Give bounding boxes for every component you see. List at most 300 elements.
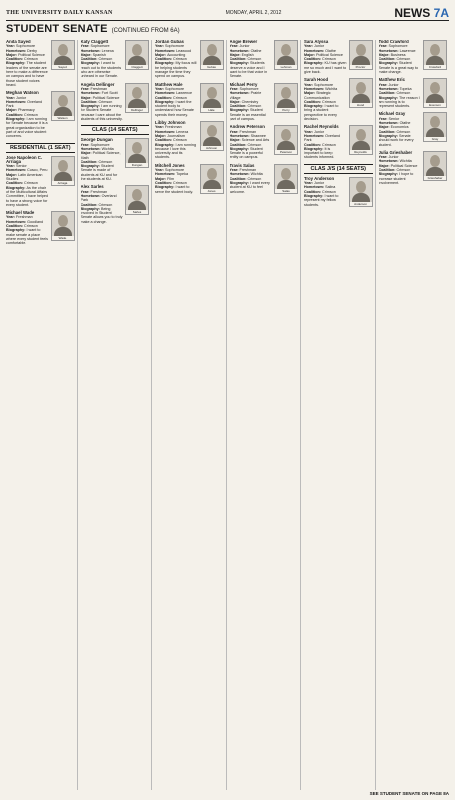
photo-caption: Salas: [275, 189, 297, 193]
candidate-text: [155, 40, 198, 79]
candidate-entry: [155, 164, 224, 194]
field-label: Coalition:: [155, 57, 174, 62]
candidate-bio: KU has given me so much and I want to give back.: [304, 61, 347, 75]
candidate-text: [6, 211, 49, 245]
candidate-text: [155, 164, 198, 194]
candidate-hometown: Cusco, Peru: [27, 168, 48, 173]
candidate-name: Angela Dellinger: [80, 81, 115, 87]
candidate-photo: [274, 125, 298, 155]
text-column: [155, 40, 227, 790]
candidate-entry: [379, 112, 448, 146]
field-label: Coalition:: [229, 176, 248, 181]
candidate-bio: I hope to increase student involvement.: [378, 172, 414, 185]
portrait-head: [58, 44, 68, 56]
field-label: Biography:: [80, 61, 101, 66]
candidate-bio-row: [304, 147, 347, 160]
candidate-entry: [6, 211, 75, 245]
text-column: [304, 40, 376, 790]
field-label: Year:: [6, 44, 17, 49]
candidate-entry: [6, 40, 75, 87]
portrait-head: [356, 129, 366, 141]
field-label: Hometown:: [229, 48, 251, 53]
candidate-year: Freshman: [90, 189, 108, 194]
field-label: Year:: [80, 142, 91, 147]
candidate-hometown: Lenexa: [101, 48, 114, 53]
field-label: Major:: [378, 163, 391, 168]
candidate-bio-row: [304, 104, 347, 121]
photo-caption: Anderson: [350, 202, 372, 206]
field-label: Coalition:: [155, 95, 174, 100]
candidate-bio: Students deserve a voice and I want to be that voice in Senate.: [229, 61, 268, 79]
photo-caption: Proctor: [350, 65, 372, 69]
field-label: Coalition:: [80, 99, 99, 104]
field-label: Year:: [378, 155, 389, 160]
candidate-major-row: [81, 151, 124, 160]
candidate-name: Julia Grieshaber: [378, 149, 413, 155]
candidate-coalition: Crimson: [173, 57, 187, 62]
candidate-entry: [6, 156, 75, 208]
candidate-photo: [200, 121, 224, 151]
candidate-name: Matthew Hale: [155, 81, 183, 87]
candidate-coalition: Crimson: [396, 57, 411, 62]
field-label: Hometown:: [229, 172, 251, 177]
candidate-entry: [155, 121, 224, 160]
photo-caption: Crawford: [424, 65, 446, 69]
candidate-name: Todd Crawford: [378, 40, 409, 44]
candidate-name: Angie Brewer: [229, 40, 258, 44]
field-label: Hometown:: [80, 146, 102, 151]
candidate-name: Troy Anderson: [304, 175, 335, 181]
candidate-text: [304, 177, 347, 207]
candidate-bio-row: [155, 61, 198, 78]
field-label: Year:: [304, 129, 315, 134]
field-label: Hometown:: [378, 159, 400, 164]
field-label: Hometown:: [80, 91, 102, 96]
candidate-text: [6, 91, 49, 138]
candidate-coalition: Crimson: [396, 168, 411, 173]
field-label: Biography:: [229, 108, 250, 113]
candidate-hometown: Overland Park: [304, 133, 341, 143]
field-label: Coalition:: [378, 168, 397, 173]
candidate-photo: [125, 138, 149, 168]
candidate-coalition: Crimson: [24, 181, 38, 186]
candidate-coalition: Crimson: [247, 57, 262, 62]
candidate-year: Freshman: [90, 86, 108, 91]
field-label: Year:: [378, 116, 389, 121]
field-label: Coalition:: [6, 112, 25, 117]
portrait-head: [356, 82, 366, 94]
field-label: Biography:: [80, 104, 101, 109]
candidate-entry: [304, 125, 373, 159]
portrait-head: [356, 44, 366, 56]
portrait-head: [281, 168, 291, 180]
candidate-name: Mitchell Jones: [155, 162, 185, 168]
candidate-name: Anita Sayed: [6, 40, 31, 44]
candidate-photo: [423, 40, 447, 70]
candidate-text: [379, 78, 422, 108]
portrait-head: [430, 82, 440, 94]
portrait-head: [281, 87, 291, 99]
field-label: Hometown:: [155, 129, 177, 134]
candidate-major: Business: [390, 52, 406, 57]
candidate-hometown: Wichita: [325, 86, 338, 91]
field-label: Biography:: [155, 61, 176, 66]
candidate-year: Sophomore: [90, 44, 110, 49]
candidate-entry: [304, 177, 373, 207]
portrait-head: [430, 44, 440, 56]
candidate-bio: I am running for Senate because it is a great organization to be part of and voice student concerns.: [6, 117, 48, 139]
photo-caption: Reynolds: [350, 150, 372, 154]
portrait-head: [132, 44, 142, 56]
field-label: Major:: [229, 52, 242, 57]
candidate-year: Freshman: [239, 129, 257, 134]
portrait-head: [207, 87, 217, 99]
candidate-entry: [81, 138, 150, 181]
candidate-bio: The student leaders of the senate are here to make a difference on campus and to have those student voices heard.: [6, 61, 48, 87]
field-label: Major:: [378, 125, 391, 130]
candidate-major: Film: [167, 176, 175, 181]
field-label: Coalition:: [378, 57, 397, 62]
photo-caption: Wade: [52, 236, 74, 240]
candidate-coalition: Crimson: [173, 180, 187, 185]
field-label: Major:: [80, 151, 93, 156]
field-label: Coalition:: [378, 129, 397, 134]
field-label: Biography:: [304, 193, 325, 198]
portrait-head: [58, 95, 68, 107]
field-label: Biography:: [6, 228, 27, 233]
candidate-hometown: Wichita: [399, 159, 412, 164]
candidate-bio-row: [81, 61, 124, 78]
candidate-bio: I want to represent my fellow students.: [304, 193, 339, 207]
seat-category-heading: RESIDENTIAL (1 SEAT): [6, 143, 75, 153]
candidate-bio: I want to make senate a place where every student feels comfortable.: [6, 228, 49, 246]
candidate-major: Chemistry: [241, 99, 259, 104]
text-column: [81, 40, 153, 790]
candidate-bio-row: [155, 100, 198, 117]
field-label: Major:: [229, 99, 242, 104]
candidate-hometown: Olathe: [399, 121, 411, 126]
candidate-photo: [349, 78, 373, 108]
portrait-head: [58, 160, 68, 172]
candidate-bio: My focus will be helping students manage the time they spend on campus.: [155, 61, 197, 79]
field-label: Hometown:: [80, 193, 102, 198]
candidate-name: Matthew Eric: [378, 77, 406, 83]
field-label: Hometown:: [155, 91, 177, 96]
candidate-major: Journalism: [167, 133, 185, 138]
field-label: Biography:: [155, 185, 176, 190]
candidate-coalition: Crimson: [98, 57, 113, 62]
field-label: Year:: [378, 44, 389, 49]
candidate-text: [230, 40, 273, 79]
field-label: Hometown:: [378, 86, 400, 91]
field-label: Hometown:: [6, 219, 28, 224]
field-label: Major:: [304, 52, 317, 57]
candidate-major-row: [6, 173, 49, 182]
candidate-name: Andrew Peterson: [229, 124, 265, 130]
candidate-text: [379, 151, 422, 185]
field-label: Year:: [80, 86, 91, 91]
photo-caption: Perry: [275, 108, 297, 112]
candidate-name: Sarah Hood: [304, 77, 329, 83]
candidate-coalition: Crimson: [24, 57, 38, 62]
candidate-entry: [81, 185, 150, 224]
photo-caption: Evenson: [424, 103, 446, 107]
article-header: [6, 23, 180, 37]
candidate-photo: [349, 125, 373, 155]
candidate-bio-row: [6, 186, 49, 207]
field-label: Biography:: [6, 61, 27, 66]
candidate-hometown: Wichita: [250, 172, 263, 177]
field-label: Major:: [80, 52, 93, 57]
candidate-bio: It is important to keep students informed.: [304, 146, 335, 160]
field-label: Year:: [6, 164, 17, 169]
field-label: Year:: [304, 181, 315, 186]
candidate-major: Spanish: [92, 52, 106, 57]
candidate-hometown: Olathe: [250, 48, 262, 53]
field-label: Year:: [80, 189, 91, 194]
candidate-year: Sophomore: [16, 44, 36, 49]
field-label: Major:: [80, 95, 93, 100]
candidate-photo: [51, 40, 75, 70]
field-label: Coalition:: [80, 159, 99, 164]
candidate-hometown: Shawnee: [250, 133, 266, 138]
candidate-text: [6, 156, 49, 208]
paper-name: THE UNIVERSITY DAILY KANSAN: [6, 10, 113, 16]
candidate-entry: [230, 40, 299, 79]
candidate-entry: [230, 164, 299, 194]
field-label: Coalition:: [6, 181, 25, 186]
field-label: Coalition:: [378, 91, 397, 96]
field-label: Major:: [378, 52, 391, 57]
photo-caption: Johnson: [201, 146, 223, 150]
candidate-coalition: Crimson: [247, 176, 262, 181]
field-label: Hometown:: [378, 121, 400, 126]
field-label: Year:: [229, 168, 240, 173]
candidate-major: Latin American Studies: [6, 172, 43, 182]
portrait-head: [58, 215, 68, 227]
candidate-coalition: Crimson: [173, 138, 187, 143]
candidate-photo: [51, 156, 75, 186]
field-label: Year:: [155, 168, 166, 173]
field-label: Major:: [229, 138, 242, 143]
continued-label: (CONTINUED FROM 6A): [111, 28, 180, 34]
candidate-entry: [81, 40, 150, 79]
photo-caption: Lehman: [275, 65, 297, 69]
field-label: Biography:: [378, 61, 399, 66]
field-label: Biography:: [229, 180, 250, 185]
candidate-bio-row: [230, 108, 273, 121]
candidate-text: [6, 40, 49, 87]
field-label: Biography:: [6, 185, 27, 190]
field-label: Hometown:: [80, 48, 102, 53]
candidate-coalition: Crimson: [322, 142, 336, 147]
candidate-photo: [200, 164, 224, 194]
portrait-head: [132, 189, 142, 201]
candidate-hometown: Prairie Village: [229, 91, 262, 100]
field-label: Hometown:: [304, 48, 326, 53]
portrait-head: [281, 129, 291, 141]
field-label: Major:: [155, 52, 168, 57]
photo-caption: Claggett: [126, 65, 148, 69]
field-label: Year:: [155, 86, 166, 91]
candidate-name: Travis Salas: [229, 162, 255, 168]
portrait-head: [356, 181, 366, 193]
candidate-coalition: Crimson: [24, 223, 38, 228]
candidate-name: Sara Alyssa: [304, 40, 329, 44]
field-label: Coalition:: [304, 142, 323, 147]
text-column: [379, 40, 450, 790]
candidate-hometown-row: [304, 134, 347, 143]
candidate-year: Freshman: [239, 168, 257, 173]
candidate-bio-row: [6, 61, 49, 87]
candidate-year: Junior: [388, 155, 399, 160]
field-label: Hometown:: [6, 168, 28, 173]
candidate-hometown: Goodland: [27, 219, 44, 224]
candidate-entry: [155, 40, 224, 79]
field-label: Biography:: [378, 133, 399, 138]
field-label: Year:: [6, 215, 17, 220]
portrait-head: [207, 44, 217, 56]
field-label: Biography:: [155, 99, 176, 104]
candidate-hometown: Salina: [325, 185, 336, 190]
field-label: Biography:: [304, 146, 325, 151]
field-label: Hometown:: [6, 99, 28, 104]
candidate-major: Political Science: [18, 52, 45, 57]
candidate-entry: [379, 78, 448, 108]
candidate-name: Michael Wade: [6, 210, 35, 216]
portrait-head: [281, 44, 291, 56]
field-label: Coalition:: [6, 223, 25, 228]
candidate-major-row: [304, 91, 347, 100]
candidate-hometown: Wichita: [101, 146, 114, 151]
candidate-entry: [6, 91, 75, 138]
candidate-text: [304, 40, 347, 74]
portrait-head: [132, 87, 142, 99]
candidate-photo: [125, 40, 149, 70]
field-label: Year:: [80, 44, 91, 49]
candidate-bio: I want every student at KU to feel welcome.: [229, 180, 270, 194]
candidate-name: Michael Perry: [229, 81, 258, 87]
field-label: Major:: [6, 52, 19, 57]
candidate-coalition: Crimson: [24, 112, 38, 117]
seat-category-heading: CLAS J/S (14 SEATS): [304, 164, 373, 174]
field-label: Year:: [378, 82, 389, 87]
candidate-coalition: Crimson: [396, 91, 411, 96]
candidate-text: [379, 40, 422, 74]
candidate-hometown: Topeka: [176, 172, 188, 177]
candidate-entry: [379, 151, 448, 185]
candidate-hometown: Olathe: [325, 48, 336, 53]
candidate-photo: [125, 83, 149, 113]
candidate-year: Junior: [314, 181, 325, 186]
candidate-bio-row: [304, 194, 347, 207]
field-label: Coalition:: [80, 202, 99, 207]
candidate-coalition: Crimson: [322, 99, 336, 104]
photo-caption: Peterson: [275, 150, 297, 154]
photo-caption: Sarles: [126, 210, 148, 214]
issue-date: MONDAY, APRIL 2, 2012: [225, 10, 282, 16]
field-label: Biography:: [378, 95, 399, 100]
candidate-bio: I am running for Student Senate because I care about the students of this university.: [80, 104, 123, 122]
field-label: Biography:: [229, 61, 250, 66]
photo-caption: Grieshaber: [424, 176, 446, 180]
field-label: Hometown:: [304, 133, 326, 138]
field-label: Hometown:: [378, 48, 400, 53]
photo-caption: Sayed: [52, 65, 74, 69]
candidate-hometown-row: [230, 91, 273, 100]
candidate-bio-row: [230, 147, 273, 160]
jump-line: SEE STUDENT SENATE ON PAGE 8A: [369, 791, 449, 796]
candidate-hometown-row: [6, 100, 49, 109]
candidate-name: Jose Napoleon C. Arriaga: [6, 154, 43, 164]
candidate-name: Rachel Reynolds: [304, 124, 339, 130]
candidate-year: Senior: [388, 116, 400, 121]
candidate-bio-row: [379, 134, 422, 147]
candidate-year: Junior: [388, 82, 399, 87]
masthead: [6, 6, 449, 21]
candidate-year: Sophomore: [239, 86, 259, 91]
candidate-major: Accounting: [167, 52, 186, 57]
candidate-year: Junior: [16, 95, 27, 100]
candidate-entry: [155, 83, 224, 117]
candidate-year: Sophomore: [165, 44, 185, 49]
candidate-text: [304, 78, 347, 121]
photo-caption: Dungan: [126, 163, 148, 167]
candidate-name: Jordan Gubas: [155, 40, 184, 44]
photo-caption: Gubas: [201, 65, 223, 69]
candidate-text: [155, 121, 198, 160]
field-label: Biography:: [378, 172, 399, 177]
candidate-columns: [6, 40, 449, 790]
field-label: Coalition:: [229, 104, 248, 109]
candidate-bio: Senate should work for every student.: [378, 133, 414, 147]
candidate-hometown: Lawrence: [399, 48, 416, 53]
candidate-entry: [230, 83, 299, 122]
candidate-bio: Student Senate is a great way to make change.: [378, 61, 419, 75]
photo-caption: Gray: [424, 137, 446, 141]
candidate-bio-row: [304, 61, 347, 74]
candidate-hometown: Fort Scott: [101, 91, 118, 96]
candidate-name: George Dungan: [80, 137, 113, 143]
candidate-bio-row: [230, 181, 273, 194]
candidate-year: Freshman: [165, 125, 182, 130]
field-label: Major:: [6, 172, 19, 177]
candidate-entry: [81, 83, 150, 122]
portrait-head: [430, 155, 440, 167]
candidate-bio: The reason I am running is to represent students.: [378, 95, 420, 109]
field-label: Coalition:: [304, 57, 323, 62]
candidate-photo: [125, 185, 149, 215]
photo-caption: Watson: [52, 116, 74, 120]
candidate-bio-row: [6, 117, 49, 138]
candidate-text: [81, 83, 124, 122]
field-label: Coalition:: [229, 57, 248, 62]
text-column: [230, 40, 302, 790]
candidate-bio-row: [6, 228, 49, 245]
candidate-photo: [51, 211, 75, 241]
field-label: Major:: [304, 91, 317, 96]
candidate-hometown: Overland Park: [80, 193, 117, 203]
field-label: Coalition:: [229, 142, 248, 147]
field-label: Hometown:: [229, 91, 251, 96]
candidate-bio-row: [81, 164, 124, 181]
candidate-bio: As the chair of the Multicultural Affairs Committee, I have helped to have a strong voice for every student.: [6, 185, 49, 207]
candidate-bio: I want to reach out to the students who are otherwise unheard in our Senate.: [80, 61, 122, 79]
candidate-text: [81, 185, 124, 224]
candidate-year: Sophomore: [165, 86, 185, 91]
portrait-head: [132, 142, 142, 154]
candidate-name: Alex Sarles: [80, 184, 104, 190]
